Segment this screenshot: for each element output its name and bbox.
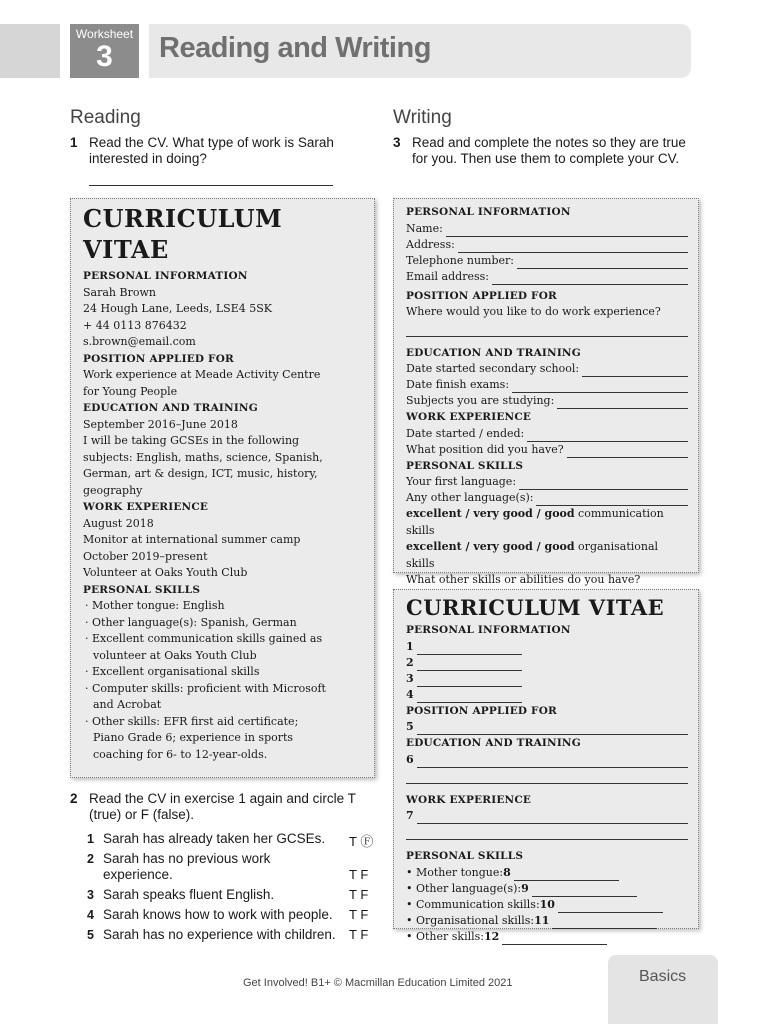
- blank-field-7-line2[interactable]: [406, 824, 688, 840]
- notes-address-field[interactable]: Address:: [406, 237, 688, 253]
- exercise-3: [393, 135, 693, 185]
- blank-field-4[interactable]: 4: [406, 687, 688, 703]
- title-bar: [149, 24, 691, 78]
- reading-heading: Reading: [70, 107, 141, 128]
- sarah-education-line: I will be taking GCSEs in the following: [83, 434, 300, 447]
- sarah-education-line: geography: [83, 483, 143, 497]
- sarah-work-line: Monitor at international summer camp: [83, 533, 301, 546]
- sarah-personal-heading: PERSONAL INFORMATION: [83, 270, 248, 282]
- notes-first-language-field[interactable]: Your first language:: [406, 474, 688, 490]
- blank-field-12[interactable]: • Other skills: 12: [406, 929, 688, 945]
- blank-cv-title: CURRICULUM VITAE: [406, 595, 665, 620]
- blank-skills-heading: PERSONAL SKILLS: [406, 850, 524, 862]
- sarah-skill-item: · Mother tongue: English: [85, 599, 225, 612]
- sarah-position-line: for Young People: [83, 384, 178, 398]
- notes-date-started-field[interactable]: Date started secondary school:: [406, 361, 688, 377]
- notes-name-field[interactable]: Name:: [406, 221, 688, 237]
- exercise-2: [70, 791, 370, 825]
- header-left-bar: [0, 24, 60, 78]
- sarah-skill-item: · Other language(s): Spanish, German: [85, 615, 297, 629]
- sarah-work-line: August 2018: [83, 516, 154, 530]
- exercise-1: [70, 135, 370, 169]
- sarah-education-heading: EDUCATION AND TRAINING: [83, 402, 258, 414]
- blank-field-3[interactable]: 3: [406, 671, 688, 687]
- blank-position-heading: POSITION APPLIED FOR: [406, 704, 557, 717]
- notes-position-had-field[interactable]: What position did you have?: [406, 442, 688, 458]
- blank-work-heading: WORK EXPERIENCE: [406, 793, 532, 806]
- exercise-2-text: Read the CV in exercise 1 again and circle T (true) or F (false).: [89, 791, 356, 822]
- sarah-education-line: German, art & design, ICT, music, history,: [83, 467, 318, 480]
- blank-cv-box: [393, 589, 699, 943]
- notes-email-field[interactable]: Email address:: [406, 269, 688, 285]
- blank-field-7[interactable]: 7: [406, 808, 688, 824]
- sarah-skills-heading: PERSONAL SKILLS: [83, 583, 201, 596]
- blank-field-8[interactable]: • Mother tongue: 8: [406, 865, 688, 881]
- notes-position-heading: POSITION APPLIED FOR: [406, 289, 557, 302]
- ex2-item-2-true-false[interactable]: T F: [349, 867, 369, 882]
- notes-organisational-choice[interactable]: excellent / very good / good organisational skills: [406, 540, 659, 570]
- worksheet-number: 3: [96, 40, 113, 73]
- notes-other-language-field[interactable]: Any other language(s):: [406, 490, 688, 506]
- exercise-1-answer-line[interactable]: [89, 185, 333, 186]
- sarah-cv-box: [70, 198, 375, 778]
- notes-form-box: [393, 198, 699, 586]
- notes-communication-choice[interactable]: excellent / very good / good communication skills: [406, 507, 664, 537]
- notes-education-heading: EDUCATION AND TRAINING: [406, 346, 581, 359]
- notes-personal-heading: PERSONAL INFORMATION: [406, 206, 571, 218]
- sarah-position-heading: POSITION APPLIED FOR: [83, 352, 234, 365]
- worksheet-label: Worksheet: [75, 27, 134, 41]
- ex2-item-3-true-false[interactable]: T F: [349, 887, 369, 902]
- blank-personal-heading: PERSONAL INFORMATION: [406, 624, 571, 636]
- blank-field-6-line2[interactable]: [406, 768, 688, 784]
- blank-field-11[interactable]: • Organisational skills: 11: [406, 913, 688, 929]
- blank-field-6[interactable]: 6: [406, 752, 688, 768]
- sarah-skill-item: · Other skills: EFR first aid certificate; Piano Grade 6; experience in sports coaching for 6- to 12-year-olds.: [85, 714, 299, 761]
- sarah-skill-item: · Excellent organisational skills: [85, 665, 260, 678]
- sarah-work-line: October 2019–present: [83, 549, 208, 563]
- sarah-education-line: subjects: English, maths, science, Spanish,: [83, 450, 323, 464]
- blank-field-2[interactable]: 2: [406, 655, 688, 671]
- exercise-2-number: 2: [70, 791, 78, 806]
- writing-heading: Writing: [393, 107, 452, 128]
- page-title: Reading and Writing: [159, 32, 431, 64]
- notes-position-line[interactable]: [406, 321, 688, 337]
- sarah-cv-title: CURRICULUM VITAE: [83, 204, 283, 264]
- ex2-item-5-true-false[interactable]: T F: [349, 927, 369, 942]
- worksheet-badge: [70, 24, 139, 78]
- exercise-3-text: Read and complete the notes so they are true for you. Then use them to complete your CV.: [412, 135, 686, 166]
- sarah-work-heading: WORK EXPERIENCE: [83, 501, 209, 513]
- notes-position-question: Where would you like to do work experience?: [406, 305, 661, 318]
- basics-tab: [608, 955, 718, 1024]
- blank-field-9[interactable]: • Other language(s): 9: [406, 881, 688, 897]
- sarah-skill-item: · Excellent communication skills gained as volunteer at Oaks Youth Club: [85, 632, 323, 662]
- sarah-name: Sarah Brown: [83, 285, 156, 299]
- sarah-education-line: September 2016–June 2018: [83, 417, 238, 431]
- notes-date-finish-field[interactable]: Date finish exams:: [406, 377, 688, 393]
- notes-date-started-ended-field[interactable]: Date started / ended:: [406, 426, 688, 442]
- blank-education-heading: EDUCATION AND TRAINING: [406, 737, 581, 749]
- exercise-1-text: Read the CV. What type of work is Sarah interested in doing?: [89, 135, 334, 166]
- sarah-position-line: Work experience at Meade Activity Centre: [83, 368, 321, 381]
- ex2-item-4-true-false[interactable]: T F: [349, 907, 369, 922]
- sarah-skill-item: · Computer skills: proficient with Microsoft and Acrobat: [85, 681, 326, 711]
- footer-copyright: Get Involved! B1+ © Macmillan Education Limited 2021: [243, 977, 513, 989]
- exercise-3-number: 3: [393, 135, 401, 150]
- notes-skills-heading: PERSONAL SKILLS: [406, 459, 524, 472]
- sarah-phone: + 44 0113 876432: [83, 318, 187, 332]
- ex2-item-1-true-false[interactable]: T Ⓕ: [349, 834, 374, 849]
- basics-tab-label: Basics: [639, 968, 687, 985]
- notes-work-heading: WORK EXPERIENCE: [406, 411, 532, 423]
- sarah-email: s.brown@email.com: [83, 335, 196, 348]
- exercise-1-number: 1: [70, 135, 78, 150]
- sarah-skills-list: [83, 598, 331, 763]
- blank-field-5[interactable]: 5: [406, 719, 688, 735]
- sarah-work-line: Volunteer at Oaks Youth Club: [83, 566, 248, 579]
- blank-field-1[interactable]: 1: [406, 639, 688, 655]
- notes-subjects-field[interactable]: Subjects you are studying:: [406, 393, 688, 409]
- notes-other-skills-question: What other skills or abilities do you have?: [406, 573, 641, 586]
- sarah-address: 24 Hough Lane, Leeds, LSE4 5SK: [83, 302, 272, 315]
- blank-field-10[interactable]: • Communication skills: 10: [406, 897, 688, 913]
- notes-telephone-field[interactable]: Telephone number:: [406, 253, 688, 269]
